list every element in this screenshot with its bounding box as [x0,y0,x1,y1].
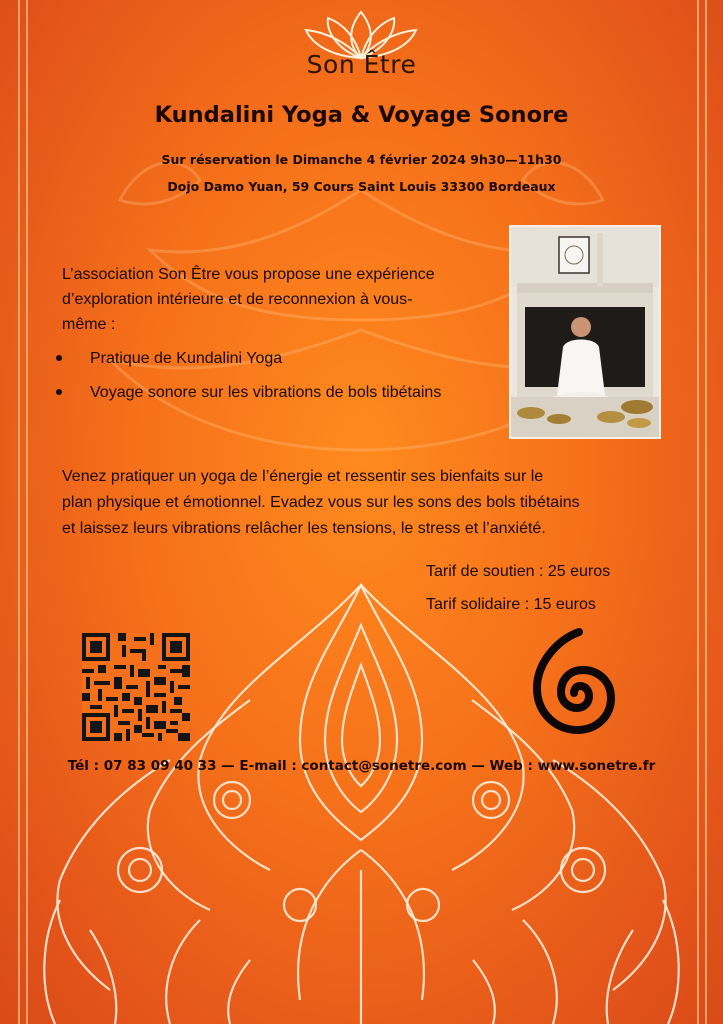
list-item [52,346,441,380]
intro-line: L’association Son Être vous propose une expérience [62,266,435,283]
invite-line: Venez pratiquer un yoga de l’énergie et ressentir ses bienfaits sur le [62,468,544,485]
practitioner-photo [509,225,661,439]
list-item-label: Voyage sonore sur les vibrations de bols tibétains [90,384,442,401]
intro-paragraph [62,262,492,337]
list-item [52,380,441,414]
contact-info: Tél : 07 83 09 40 33 — E-mail : contact@sonetre.com — Web : www.sonetre.fr [67,758,656,774]
brand-name: Son Être [306,50,417,79]
activities-list [52,346,441,414]
list-item-label: Pratique de Kundalini Yoga [90,350,283,367]
invite-line: et laissez leurs vibrations relâcher les tensions, le stress et l’anxiété. [62,520,546,537]
intro-line: même : [62,316,116,333]
event-date: Sur réservation le Dimanche 4 février 2024 9h30—11h30 [161,152,562,167]
event-title: Kundalini Yoga & Voyage Sonore [154,102,569,128]
bullet-icon [56,355,62,361]
qr-code-icon[interactable] [82,633,190,741]
price-supporter: Tarif de soutien : 25 euros [426,563,611,580]
price-solidarity: Tarif solidaire : 15 euros [426,596,596,613]
intro-line: d’exploration intérieure et de reconnexion à vous- [62,291,413,308]
bullet-icon [56,389,62,395]
event-location: Dojo Damo Yuan, 59 Cours Saint Louis 33300 Bordeaux [167,179,556,194]
invite-line: plan physique et émotionnel. Evadez vous sur les sons des bols tibétains [62,494,580,511]
invitation-paragraph [62,464,672,542]
spiral-icon [527,628,617,736]
